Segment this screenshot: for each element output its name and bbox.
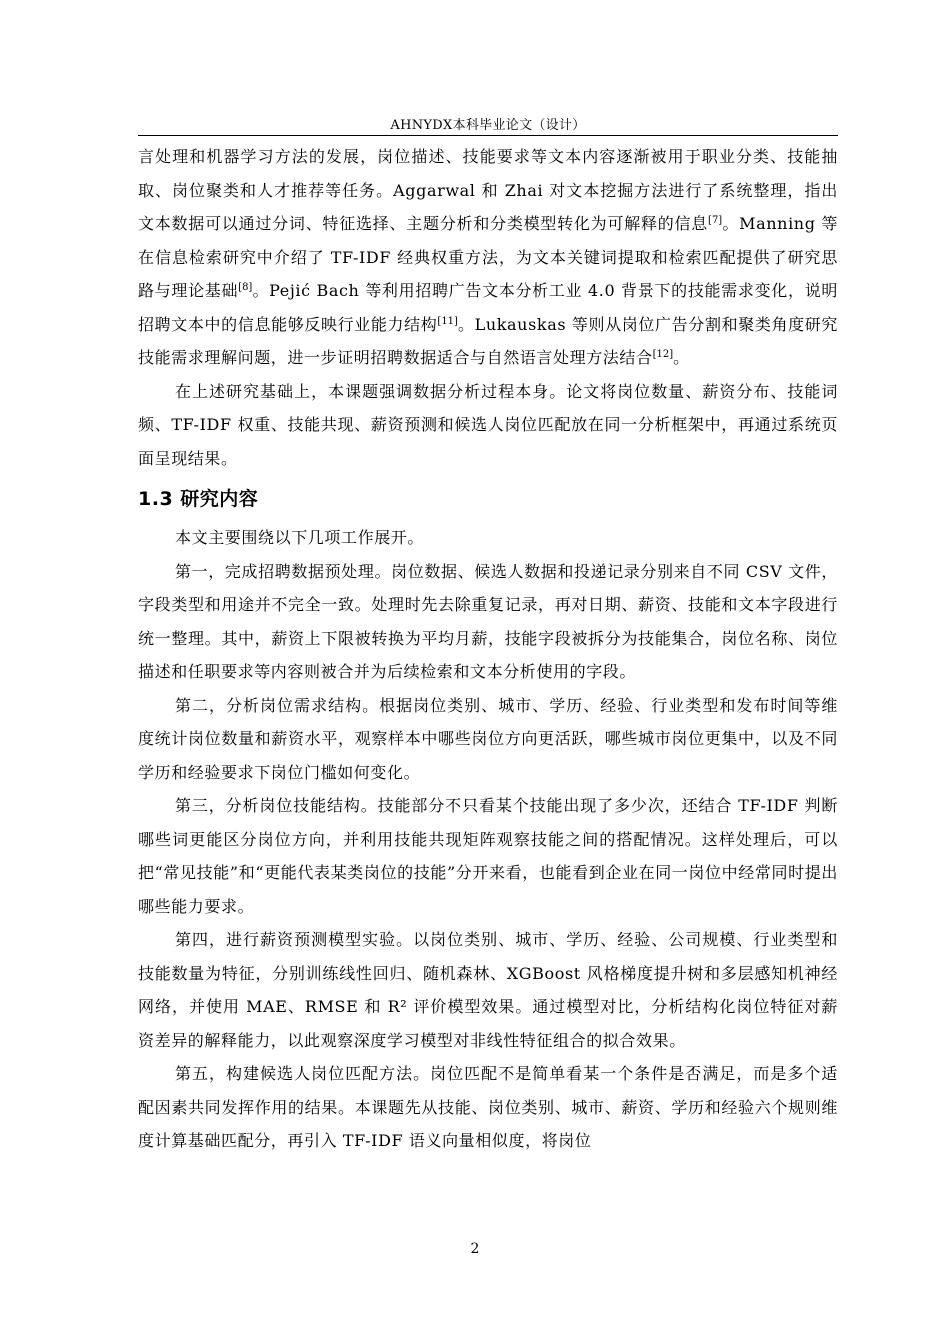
- paragraph-second-item: 第二，分析岗位需求结构。根据岗位类别、城市、学历、经验、行业类型和发布时间等维度统计岗位数量和薪资水平，观察样本中哪些岗位方向更活跃，哪些城市岗位更集中，以及不同学历和经验要求下岗位门槛如何变化。: [138, 695, 838, 782]
- citation-12: [12]: [652, 349, 674, 360]
- paragraph-fourth-item: 第四，进行薪资预测模型实验。以岗位类别、城市、学历、经验、公司规模、行业类型和技能数量为特征，分别训练线性回归、随机森林、XGBoost 风格梯度提升树和多层感知机神经网络，并使用 MAE、RMSE 和 R² 评价模型效果。通过模型对比，分析结构化岗位特征对薪资差异的解释能力，以此观察深度学习模型对非线性特征组合的拟合效果。: [138, 930, 838, 1050]
- page-number: 2: [470, 1241, 480, 1257]
- paragraph-text: 。: [673, 348, 690, 367]
- paragraph-literature-review: [138, 140, 838, 375]
- paragraph-third-item: 第三，分析岗位技能结构。技能部分不只看某个技能出现了多少次，还结合 TF-IDF 判断哪些词更能区分岗位方向，并利用技能共现矩阵观察技能之间的搭配情况。这样处理后，可以把“常见技能”和“更能代表某类岗位的技能”分开来看，也能看到企业在同一岗位中经常同时提出哪些能力要求。: [138, 796, 838, 916]
- header-divider: [138, 135, 838, 136]
- paragraph-text: 。Manning 等在信息检索研究中介绍了 TF-IDF 经典权重方法，为文本关键词提取和检索匹配提供了研究思路与理论基础: [138, 214, 838, 300]
- body-text: [138, 140, 838, 1158]
- paragraph-fifth-item: 第五，构建候选人岗位匹配方法。岗位匹配不是简单看某一个条件是否满足，而是多个适配因素共同发挥作用的结果。本课题先从技能、岗位类别、城市、薪资、学历和经验六个规则维度计算基础匹配分，再引入 TF-IDF 语义向量相似度，将岗位: [138, 1064, 838, 1150]
- section-heading: 1.3 研究内容: [138, 488, 259, 510]
- citation-7: [7]: [708, 215, 723, 226]
- paragraph-first-item: 第一，完成招聘数据预处理。岗位数据、候选人数据和投递记录分别来自不同 CSV 文件，字段类型和用途并不完全一致。处理时先去除重复记录，再对日期、薪资、技能和文本字段进行统一整理。其中，薪资上下限被转换为平均月薪，技能字段被拆分为技能集合，岗位名称、岗位描述和任职要求等内容则被合并为后续检索和文本分析使用的字段。: [138, 561, 838, 681]
- paragraph-text: 。Lukauskas 等则从岗位广告分割和聚类角度研究技能需求理解问题，进一步证明招聘数据适合与自然语言处理方法结合: [138, 314, 838, 367]
- citation-8: [8]: [238, 282, 253, 293]
- paragraph-research-basis: 在上述研究基础上，本课题强调数据分析过程本身。论文将岗位数量、薪资分布、技能词频、TF-IDF 权重、技能共现、薪资预测和候选人岗位匹配放在同一分析框架中，再通过系统页面呈现结果。: [138, 381, 838, 468]
- citation-11: [11]: [437, 315, 458, 327]
- paragraph-text: 言处理和机器学习方法的发展，岗位描述、技能要求等文本内容逐渐被用于职业分类、技能抽取、岗位聚类和人才推荐等任务。Aggarwal 和 Zhai 对文本挖掘方法进行了系统整理，指出文本数据可以通过分词、特征选择、主题分析和分类模型转化为可解释的信息: [138, 147, 838, 233]
- paragraph-text: 。Pejić Bach 等利用招聘广告文本分析工业 4.0 背景下的技能需求变化，说明招聘文本中的信息能够反映行业能力结构: [138, 281, 838, 334]
- running-header: AHNYDX本科毕业论文（设计）: [390, 118, 586, 133]
- paragraph-intro: 本文主要围绕以下几项工作展开。: [175, 528, 425, 547]
